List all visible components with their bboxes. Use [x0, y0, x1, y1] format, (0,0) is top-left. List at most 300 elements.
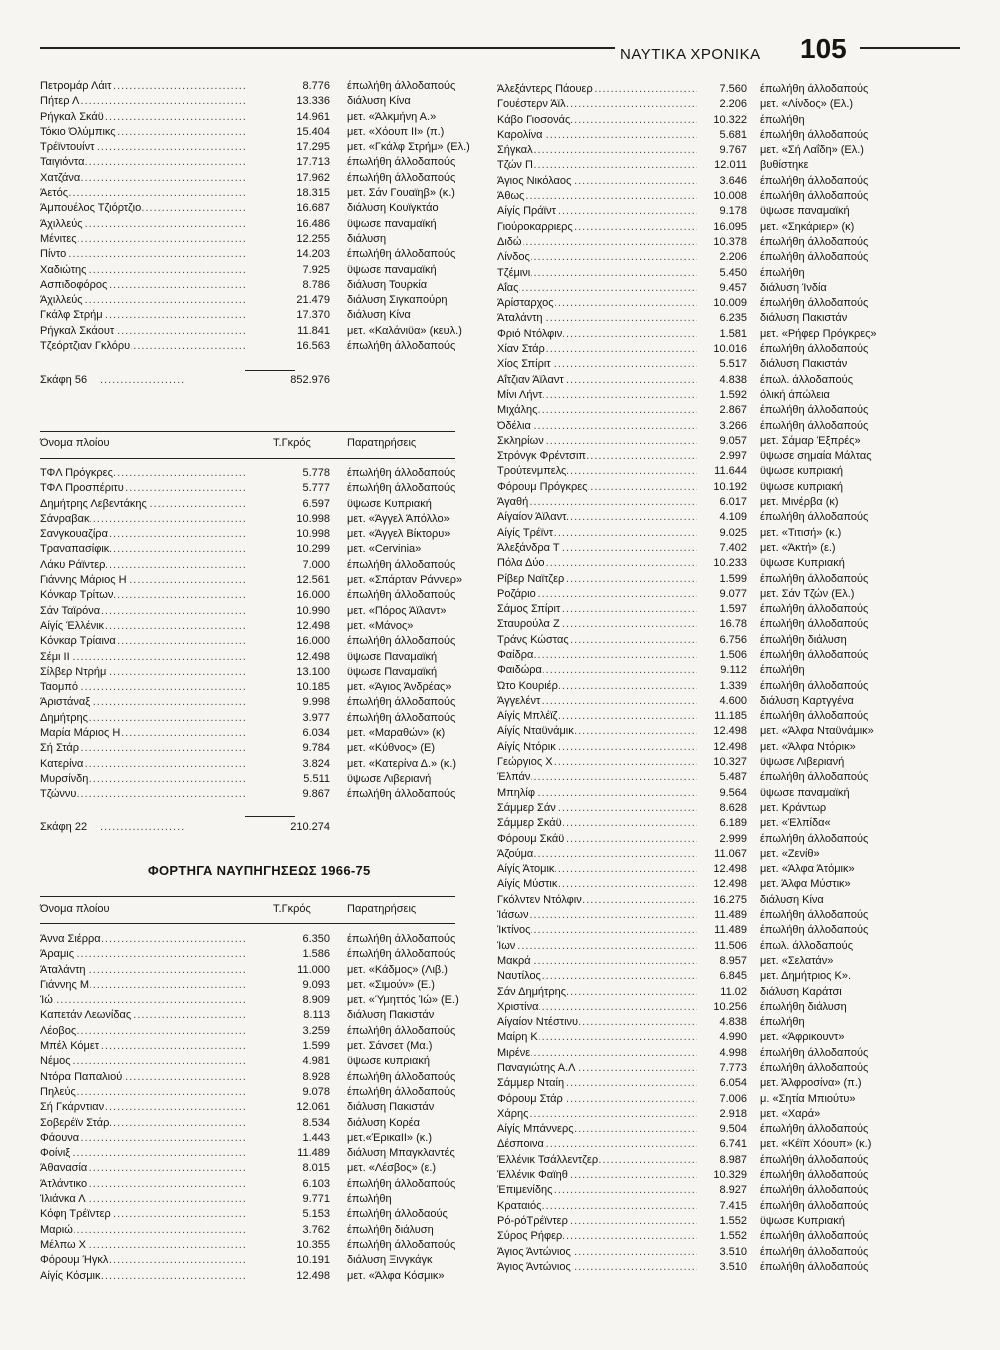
remarks: διάλυση Ξινγκάγκ [347, 1254, 433, 1267]
ship-name-cell [497, 296, 697, 311]
remarks: έπωλήθη άλλοδαπούς [760, 1062, 869, 1074]
gross-tonnage: 1.586 [302, 948, 330, 961]
remarks: μετ. Δημήτριος Κ». [760, 970, 852, 983]
ship-row [497, 617, 967, 632]
remarks: έπωλήθη διάλυση [347, 1223, 434, 1236]
ship-name: Μιχάλης [497, 404, 538, 417]
remarks: μετ. «Άγγελ Βίκτορυ» [347, 528, 451, 541]
remarks: μετ. «Άγγελ Άπόλλο» [347, 512, 450, 525]
ship-row [497, 663, 967, 678]
gross-tonnage: 2.918 [719, 1107, 747, 1120]
remarks: έπωλήθη άλλοδαπούς [760, 572, 869, 585]
running-header-title: ΝΑΥΤΙΚΑ ΧΡΟΝΙΚΑ [620, 46, 761, 63]
remarks: διάλυση Πακιστάν [760, 312, 848, 325]
gross-tonnage: 10.008 [713, 190, 747, 203]
ship-name: Αίγίς Πράϊντ [497, 205, 556, 218]
remarks: μετ. «Άγιος Άνδρέας» [347, 681, 452, 694]
ship-row [497, 449, 967, 464]
gross-tonnage: 1.599 [302, 1040, 330, 1053]
remarks: μετ. Σάνσετ (Μα.) [347, 1040, 433, 1053]
gross-tonnage: 12.498 [713, 740, 747, 753]
gross-tonnage: 7.006 [719, 1092, 747, 1105]
ship-row [497, 633, 967, 648]
ship-name: Ώτο Κουριέρ [497, 679, 558, 692]
ship-row [40, 634, 480, 649]
ship-name: Σέμι ΙΙ [40, 650, 70, 663]
ship-name-cell [497, 174, 697, 189]
ship-name: Άχιλλεύς [40, 217, 83, 230]
ship-name: Μένιτες [40, 232, 77, 245]
ship-name: Ντόρα Παπαλιού [40, 1070, 123, 1083]
gross-tonnage: 11.489 [714, 909, 747, 922]
remarks: διάλυση Κουϊγκτάο [347, 202, 439, 215]
ship-name-cell [40, 978, 245, 993]
ship-name-cell [497, 1199, 697, 1214]
gross-tonnage: 10.192 [713, 480, 747, 493]
header-rule-left [40, 47, 615, 49]
gross-tonnage: 16.687 [296, 202, 330, 215]
gross-tonnage: 9.457 [719, 281, 747, 294]
gross-tonnage: 10.329 [713, 1169, 747, 1182]
remarks: έπωλήθη άλλοδαούς [347, 1208, 448, 1221]
gross-tonnage: 9.784 [302, 742, 330, 755]
gross-tonnage: 3.824 [302, 757, 330, 770]
ship-row [40, 542, 480, 557]
remarks: μετ. «Άλφα Νταϋνάμικ» [760, 725, 874, 738]
remarks: μετ. «Άλκμήνη Α.» [347, 110, 437, 123]
ship-row [497, 587, 967, 602]
gross-tonnage: 16.563 [296, 340, 330, 353]
gross-tonnage: 9.025 [719, 526, 747, 539]
remarks: μετ. «Άλφα Κόσμικ» [347, 1269, 445, 1282]
summary-dots: ..................... [100, 374, 186, 386]
remarks: έπωλήθη άλλοδαπούς [347, 711, 456, 724]
col-name-header: Όνομα πλοίου [40, 903, 110, 915]
ship-row [40, 947, 480, 962]
gross-tonnage: 11.644 [714, 465, 747, 478]
ship-row [497, 357, 967, 372]
ship-name: Φοίνιξ [40, 1147, 71, 1160]
ship-name-cell [40, 558, 245, 573]
gross-tonnage: 17.370 [296, 309, 330, 322]
gross-tonnage: 6.189 [719, 817, 747, 830]
ship-row [497, 373, 967, 388]
remarks: μετ. «Λίνδος» (Ελ.) [760, 98, 854, 111]
ship-name-cell [40, 293, 245, 308]
gross-tonnage: 11.841 [297, 324, 330, 337]
ship-name: Σάνραβακ [40, 512, 90, 525]
ship-name-cell [497, 740, 697, 755]
ship-name-cell [40, 263, 245, 278]
ship-row [40, 1223, 480, 1238]
ship-name: Νέμος [40, 1055, 71, 1068]
ship-name-cell [497, 954, 697, 969]
remarks: έπωλήθη άλλοδαπούς [760, 679, 869, 692]
remarks: διάλυση Ίνδία [760, 281, 827, 294]
gross-tonnage: 10.233 [713, 557, 747, 570]
ship-name: Άραμις [40, 948, 75, 961]
ship-name-cell [497, 434, 697, 449]
remarks: μετ. «Ζενίθ» [760, 847, 820, 860]
gross-tonnage: 11.000 [297, 963, 330, 976]
ship-name-cell [40, 993, 245, 1008]
ship-name: Διδώ [497, 235, 522, 248]
remarks: ϋψωσε κυπριακή [760, 465, 843, 478]
ship-row [40, 1116, 480, 1131]
gross-tonnage: 9.504 [719, 1123, 747, 1136]
ship-name-cell [497, 1137, 697, 1152]
remarks: μετ. «Κατερίνα Δ.» (κ.) [347, 757, 457, 770]
gross-tonnage: 9.767 [719, 144, 747, 157]
ship-name: Σάν Ταϊρόνα [40, 604, 101, 617]
ship-row [40, 963, 480, 978]
ship-row [40, 932, 480, 947]
remarks: ϋψωσε Κυπριακή [760, 1214, 845, 1227]
summary-label: Σκάφη 56 [40, 374, 88, 386]
gross-tonnage: 5.681 [719, 128, 747, 141]
ship-name-cell [497, 663, 697, 678]
remarks: έπωλήθη άλλοδαπούς [347, 1070, 456, 1083]
ship-name-cell [497, 1061, 697, 1076]
ship-name-cell [497, 327, 697, 342]
remarks: ϋψωσε παναμαϊκή [760, 786, 850, 799]
ship-row [40, 201, 480, 216]
ship-name: Αίγίς Έλλένικ [40, 619, 105, 632]
ship-name-cell [497, 128, 697, 143]
ship-name-cell [40, 1008, 245, 1023]
gross-tonnage: 2.206 [719, 98, 747, 111]
ship-row [40, 680, 480, 695]
ship-name-cell [40, 140, 245, 155]
remarks: έπωλήθη διάλυση [760, 633, 847, 646]
remarks: έπωλήθη άλλοδαπούς [760, 83, 869, 95]
ship-row [40, 558, 480, 573]
ship-name: Σοβερέϊν Στάρ [40, 1116, 110, 1129]
gross-tonnage: 6.017 [719, 496, 747, 509]
col-name-header: Όνομα πλοίου [40, 437, 110, 449]
ship-name: Αΐας [497, 281, 519, 294]
ship-name-cell [497, 189, 697, 204]
ship-name: Αίγίς Άτομικ [497, 863, 555, 876]
ship-row [497, 495, 967, 510]
ship-name: Άγιος Νικόλαος [497, 174, 572, 187]
ship-row [40, 772, 480, 787]
remarks: ϋψωσε Κυπριακή [760, 557, 845, 570]
ship-name-cell [40, 1207, 245, 1222]
ship-name-cell [497, 816, 697, 831]
gross-tonnage: 13.100 [296, 665, 330, 678]
ship-name-cell [40, 1177, 245, 1192]
gross-tonnage: 11.185 [714, 710, 747, 723]
ship-name-cell [497, 1107, 697, 1122]
ship-name: Γεώργιος Χ [497, 756, 553, 769]
gross-tonnage: 10.355 [296, 1238, 330, 1251]
ship-name-cell [40, 1269, 245, 1284]
ship-name-cell [497, 755, 697, 770]
ship-row [497, 1153, 967, 1168]
remarks: έπωλ. άλλοδαπούς [760, 939, 853, 952]
gross-tonnage: 1.599 [719, 572, 747, 585]
ship-name-cell [497, 724, 697, 739]
col-notes-header: Παρατηρήσεις [347, 903, 417, 915]
remarks: μετ. «Ύμηττός Ίώ» (Ε.) [347, 994, 459, 1007]
ship-row [497, 985, 967, 1000]
remarks: έπωλήθη άλλοδαπούς [347, 467, 456, 479]
gross-tonnage: 12.561 [296, 574, 330, 587]
ship-name: Ταιγιόντα [40, 156, 85, 169]
remarks: μετ. «Τιτισή» (κ.) [760, 526, 842, 539]
remarks: μετ. «Άκτή» (ε.) [760, 541, 836, 554]
table-rule-bottom [40, 458, 455, 459]
ship-row [40, 1008, 480, 1023]
remarks: έπωλήθη άλλοδαπούς [347, 558, 456, 571]
summary-value: 852.976 [290, 374, 330, 386]
remarks: έπωλήθη άλλοδαπούς [347, 948, 456, 961]
gross-tonnage: 12.498 [296, 1269, 330, 1282]
ship-name: Άλεξάνδρα Τ [497, 541, 560, 554]
ship-row [497, 97, 967, 112]
gross-tonnage: 9.998 [302, 696, 330, 709]
gross-tonnage: 8.957 [719, 954, 747, 967]
gross-tonnage: 6.741 [719, 1138, 747, 1151]
gross-tonnage: 4.981 [302, 1055, 330, 1068]
remarks: ϋψωσε κυπριακή [760, 480, 843, 493]
gross-tonnage: 5.487 [719, 771, 747, 784]
ship-name: Σάμμερ Σκάϋ [497, 817, 562, 830]
ship-name-cell [40, 324, 245, 339]
ship-row [40, 308, 480, 323]
ship-name: Ίλιάνκα Λ [40, 1193, 86, 1206]
ship-name-cell [40, 232, 245, 247]
ship-name-cell [497, 679, 697, 694]
gross-tonnage: 6.054 [719, 1077, 747, 1090]
header-rule-right [860, 47, 960, 49]
table-header [40, 437, 480, 451]
remarks: έπωλήθη άλλοδαπούς [760, 1046, 869, 1059]
gross-tonnage: 5.517 [719, 358, 747, 371]
ship-name-cell [497, 1260, 697, 1275]
ship-list-top [40, 79, 480, 354]
remarks: έπωλήθη άλλοδαπούς [347, 80, 456, 92]
gross-tonnage: 10.378 [713, 235, 747, 248]
ship-name: Άτλάντικο [40, 1177, 88, 1190]
ship-name: Χριστίνα [497, 1000, 539, 1013]
remarks: διάλυση Κίνα [347, 95, 411, 108]
ship-name-cell [40, 650, 245, 665]
ship-name-cell [40, 619, 245, 634]
remarks: έπωλήθη άλλοδαπούς [760, 603, 869, 616]
ship-row [40, 1238, 480, 1253]
ship-name: Άμπουέλος Τζιόρτζιο [40, 202, 142, 215]
ship-name: Αίγίς Νταϋνάμικ [497, 725, 574, 738]
ship-name: Φαίδρα [497, 648, 534, 661]
ship-row [497, 786, 967, 801]
remarks: μετ. Μινέρβα (κ) [760, 496, 839, 509]
ship-name-cell [40, 1238, 245, 1253]
remarks: μετ. Άλφα Μύστικ» [760, 878, 851, 891]
ship-row [40, 1161, 480, 1176]
ship-name-cell [497, 464, 697, 479]
ship-name: Άθανασία [40, 1162, 88, 1175]
ship-name-cell [40, 1100, 245, 1115]
ship-row [497, 816, 967, 831]
gross-tonnage: 10.016 [713, 343, 747, 356]
remarks: έπωλήθη άλλοδαπούς [760, 832, 869, 845]
ship-row [497, 740, 967, 755]
ship-name: Φόρουμ Στάρ [497, 1092, 563, 1105]
ship-row [40, 1207, 480, 1222]
gross-tonnage: 6.235 [719, 312, 747, 325]
ship-row [497, 296, 967, 311]
ship-name: Άγαθή [497, 496, 529, 509]
remarks: διάλυση Σιγκαπούρη [347, 294, 448, 307]
ship-name: Ρό-ρόΤρέϊντερ [497, 1214, 568, 1227]
ship-name-cell [40, 542, 245, 557]
ship-row [497, 143, 967, 158]
gross-tonnage: 12.498 [713, 878, 747, 891]
remarks: έπωλήθη άλλοδαπούς [347, 1085, 456, 1098]
remarks: έπωλήθη άλλοδαπούς [760, 618, 869, 631]
remarks: μετ.«ΈρικαΙΙ» (κ.) [347, 1131, 432, 1144]
summary-1 [40, 374, 480, 390]
ship-name-cell [497, 633, 697, 648]
remarks: ϋψωσε Κυπριακή [347, 497, 432, 510]
remarks: έπωλήθη άλλοδαπούς [347, 1238, 456, 1251]
ship-name-cell [40, 308, 245, 323]
ship-name: Τζώννυ [40, 788, 77, 801]
ship-name: Σάμος Σπίριτ [497, 603, 561, 616]
remarks: διάλυση Κίνα [347, 309, 411, 322]
gross-tonnage: 16.486 [296, 217, 330, 230]
ship-name-cell [40, 1223, 245, 1238]
ship-name: Στρόνγκ Φρέντσιπ [497, 450, 586, 463]
gross-tonnage: 6.756 [719, 633, 747, 646]
remarks: έπωλήθη άλλοδαπούς [347, 482, 456, 495]
gross-tonnage: 8.987 [719, 1153, 747, 1166]
gross-tonnage: 8.113 [303, 1009, 330, 1022]
remarks: ϋψωσε παναμαϊκή [760, 205, 850, 218]
ship-name: Άλεξάντερς Πάουερ [497, 83, 593, 95]
gross-tonnage: 12.498 [296, 650, 330, 663]
ship-name-cell [40, 125, 245, 140]
gross-tonnage: 7.925 [302, 263, 330, 276]
remarks: μετ. «Πόρος Άϊλαντ» [347, 604, 447, 617]
gross-tonnage: 8.534 [302, 1116, 330, 1129]
ship-row [40, 787, 480, 802]
ship-row [497, 419, 967, 434]
table-rule-top [40, 431, 455, 432]
gross-tonnage: 1.339 [719, 679, 747, 692]
ship-name: Αίγίς Τρέϊντ [497, 526, 554, 539]
gross-tonnage: 5.778 [302, 467, 330, 479]
remarks: έπωλήθη [760, 1016, 805, 1029]
gross-tonnage: 7.773 [719, 1062, 747, 1074]
remarks: μετ. «Μαραθών» (κ) [347, 727, 446, 740]
ship-name-cell [40, 1085, 245, 1100]
table-header-2 [40, 903, 480, 917]
remarks: έπωλήθη [760, 113, 805, 126]
summary-rule [245, 370, 295, 371]
ship-name: Λίνδος [497, 251, 530, 264]
remarks: έπωλήθη άλλοδαπούς [760, 1123, 869, 1136]
ship-name-cell [40, 772, 245, 787]
ship-row [497, 1214, 967, 1229]
gross-tonnage: 1.592 [719, 388, 747, 401]
ship-row [40, 263, 480, 278]
ship-name: Γιάννης Μάριος Η [40, 574, 127, 587]
gross-tonnage: 7.000 [302, 558, 330, 571]
ship-row [497, 250, 967, 265]
ship-name-cell [497, 495, 697, 510]
remarks: έπωλήθη [760, 266, 805, 279]
remarks: μετ. «Χόουπ ΙΙ» (π.) [347, 125, 445, 138]
ship-row [40, 171, 480, 186]
ship-name: Σύρος Ρήφερ [497, 1230, 563, 1243]
ship-name-cell [497, 893, 697, 908]
ship-name-cell [40, 466, 245, 481]
ship-row [497, 1076, 967, 1091]
ship-row [40, 604, 480, 619]
ship-name-cell [497, 281, 697, 296]
ship-name: Κόνκαρ Τρίτων [40, 589, 114, 602]
remarks: μετ. «Cervinia» [347, 543, 422, 556]
ship-name: Κάβο Γιοσονάς [497, 113, 571, 126]
ship-row [497, 327, 967, 342]
ship-name-cell [40, 741, 245, 756]
remarks: έπωλήθη άλλοδαπούς [760, 1169, 869, 1182]
ship-name-cell [497, 342, 697, 357]
ship-name-cell [497, 939, 697, 954]
ship-name-cell [40, 665, 245, 680]
ship-row [40, 1253, 480, 1268]
ship-name-cell [497, 969, 697, 984]
ship-row [40, 726, 480, 741]
ship-row [40, 1024, 480, 1039]
gross-tonnage: 21.479 [296, 294, 330, 307]
ship-name-cell [40, 155, 245, 170]
ship-name: ΤΦΛ Πρόγκρες [40, 467, 113, 479]
gross-tonnage: 9.077 [719, 587, 747, 600]
ship-name-cell [497, 82, 697, 97]
page-number: 105 [800, 33, 847, 64]
gross-tonnage: 10.185 [296, 681, 330, 694]
gross-tonnage: 1.581 [719, 327, 747, 340]
ship-name-cell [497, 541, 697, 556]
ship-name: Μυρσίνδη [40, 772, 89, 785]
ship-name-cell [497, 510, 697, 525]
ship-name: Πήτερ Λ [40, 95, 80, 108]
gross-tonnage: 14.203 [296, 248, 330, 261]
remarks: ϋψωσε κυπριακή [347, 1055, 430, 1068]
ship-name: Άθως [497, 190, 525, 203]
ship-name-cell [497, 266, 697, 281]
remarks: μετ. «Κύθνος» (Ε) [347, 742, 436, 755]
gross-tonnage: 3.510 [719, 1245, 747, 1258]
ship-row [497, 1122, 967, 1137]
ship-name-cell [40, 1116, 245, 1131]
ship-name: Σή Στάρ [40, 742, 80, 755]
col-grt-header: Τ.Γκρός [273, 903, 311, 915]
ship-name-cell [497, 832, 697, 847]
ship-name: Αίγίς Μύστικ [497, 878, 558, 891]
ship-row [497, 342, 967, 357]
remarks: μετ. Άλφροσίνα» (π.) [760, 1077, 862, 1090]
ship-name-cell [40, 1253, 245, 1268]
ship-row [497, 403, 967, 418]
remarks: ϋψωσε σημαία Μάλτας [760, 450, 872, 463]
remarks: έπωλήθη άλλοδαπούς [347, 696, 456, 709]
ship-name: Χατζάνα [40, 171, 81, 184]
